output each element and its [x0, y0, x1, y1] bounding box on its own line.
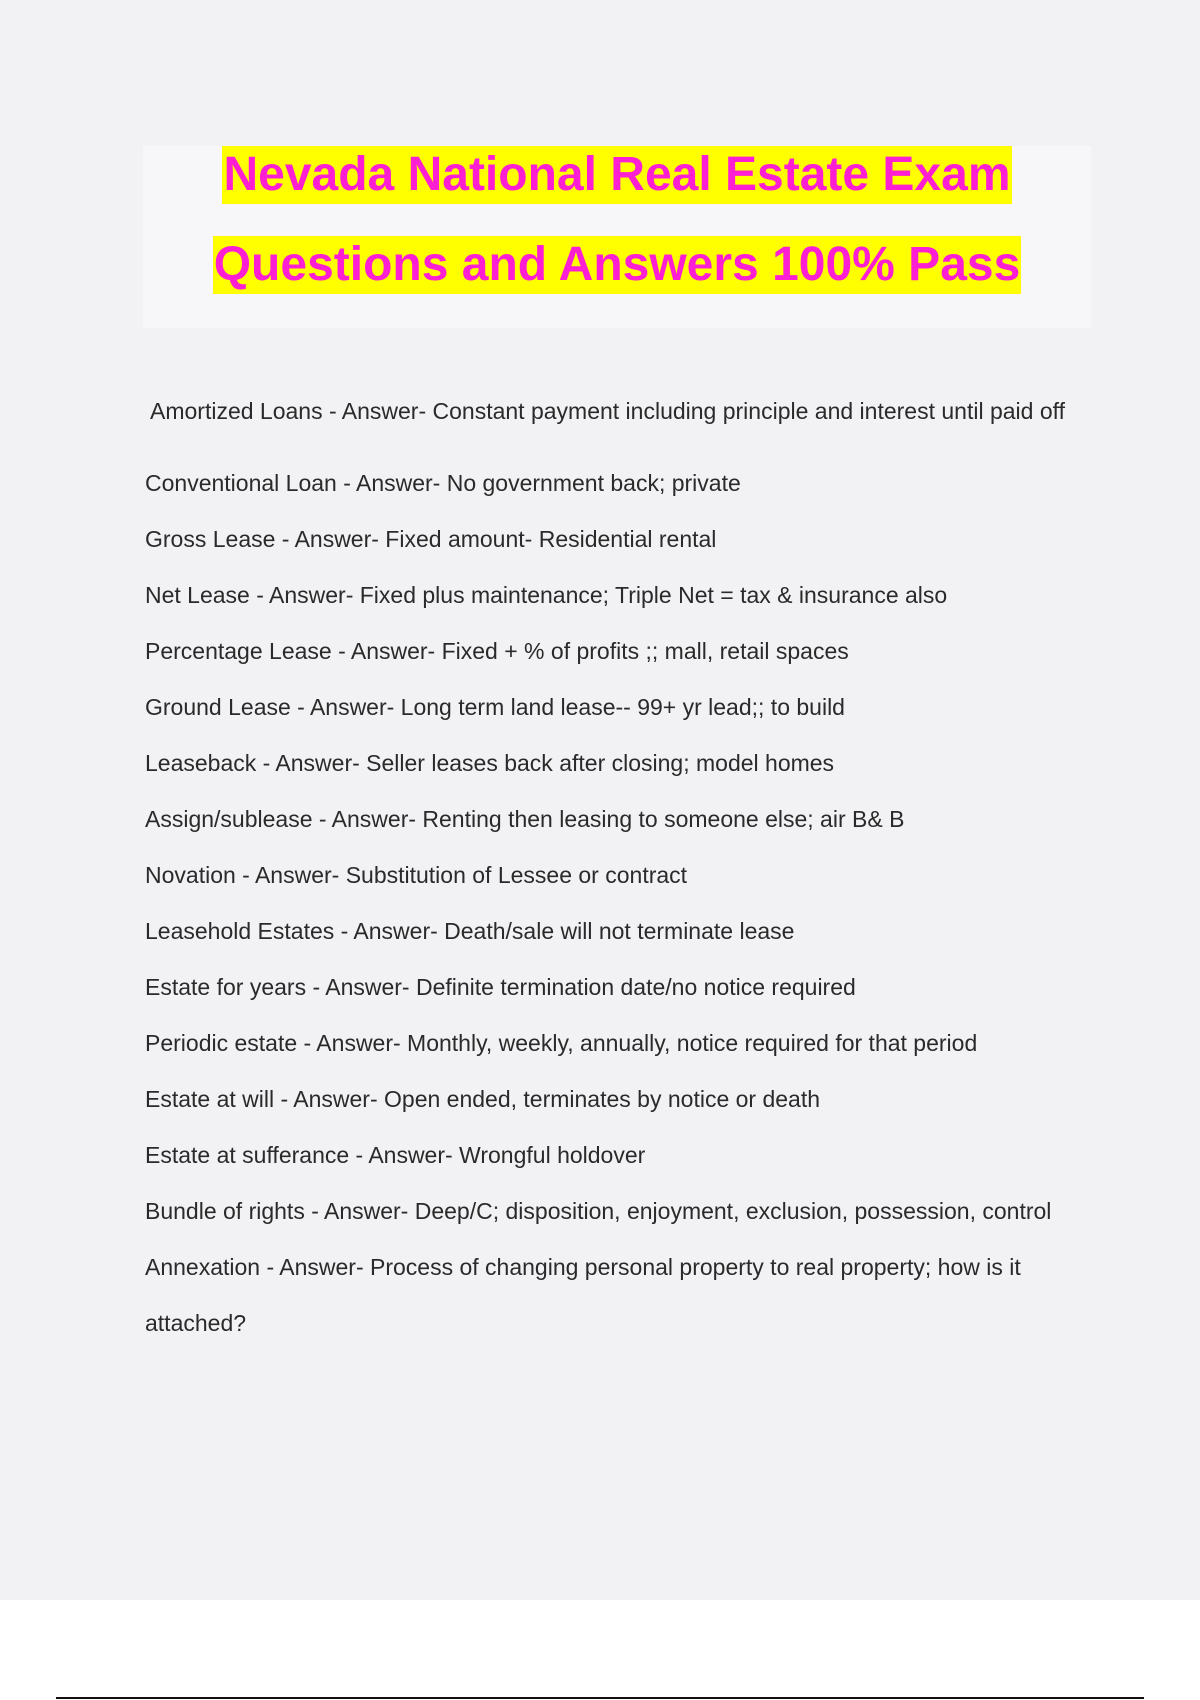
qa-entry-estate-for-years: Estate for years - Answer- Definite termination date/no notice required	[145, 974, 856, 1000]
qa-entry-estate-at-will: Estate at will - Answer- Open ended, terminates by notice or death	[145, 1086, 821, 1112]
qa-entry-bundle-of-rights: Bundle of rights - Answer- Deep/C; disposition, enjoyment, exclusion, possession, control	[145, 1198, 1052, 1224]
qa-entry-amortized-loans: Amortized Loans - Answer- Constant payment including principle and interest until paid off	[150, 398, 1065, 424]
qa-entry-leasehold-estates: Leasehold Estates - Answer- Death/sale will not terminate lease	[145, 918, 795, 944]
qa-entry-conventional-loan: Conventional Loan - Answer- No government back; private	[145, 470, 741, 496]
qa-entry-annexation: Annexation - Answer- Process of changing personal property to real property; how is it attached?	[145, 1254, 1021, 1336]
document-title-line-2: Questions and Answers 100% Pass	[213, 236, 1022, 294]
title-block	[143, 146, 1091, 328]
qa-entry-percentage-lease: Percentage Lease - Answer- Fixed + % of profits ;; mall, retail spaces	[145, 638, 849, 664]
qa-entry-net-lease: Net Lease - Answer- Fixed plus maintenance; Triple Net = tax & insurance also	[145, 582, 948, 608]
qa-entry-assign-sublease: Assign/sublease - Answer- Renting then leasing to someone else; air B& B	[145, 806, 905, 832]
qa-entry-novation: Novation - Answer- Substitution of Lessee or contract	[145, 862, 688, 888]
qa-entry-leaseback: Leaseback - Answer- Seller leases back after closing; model homes	[145, 750, 835, 776]
qa-entry-ground-lease: Ground Lease - Answer- Long term land lease-- 99+ yr lead;; to build	[145, 694, 845, 720]
qa-entry-periodic-estate: Periodic estate - Answer- Monthly, weekly, annually, notice required for that period	[145, 1030, 978, 1056]
footer-rule	[56, 1697, 1144, 1699]
document-title-line-1: Nevada National Real Estate Exam	[222, 146, 1011, 204]
qa-entry-estate-at-sufferance: Estate at sufferance - Answer- Wrongful holdover	[145, 1142, 646, 1168]
qa-entry-gross-lease: Gross Lease - Answer- Fixed amount- Residential rental	[145, 526, 717, 552]
qa-list	[145, 383, 1095, 1351]
